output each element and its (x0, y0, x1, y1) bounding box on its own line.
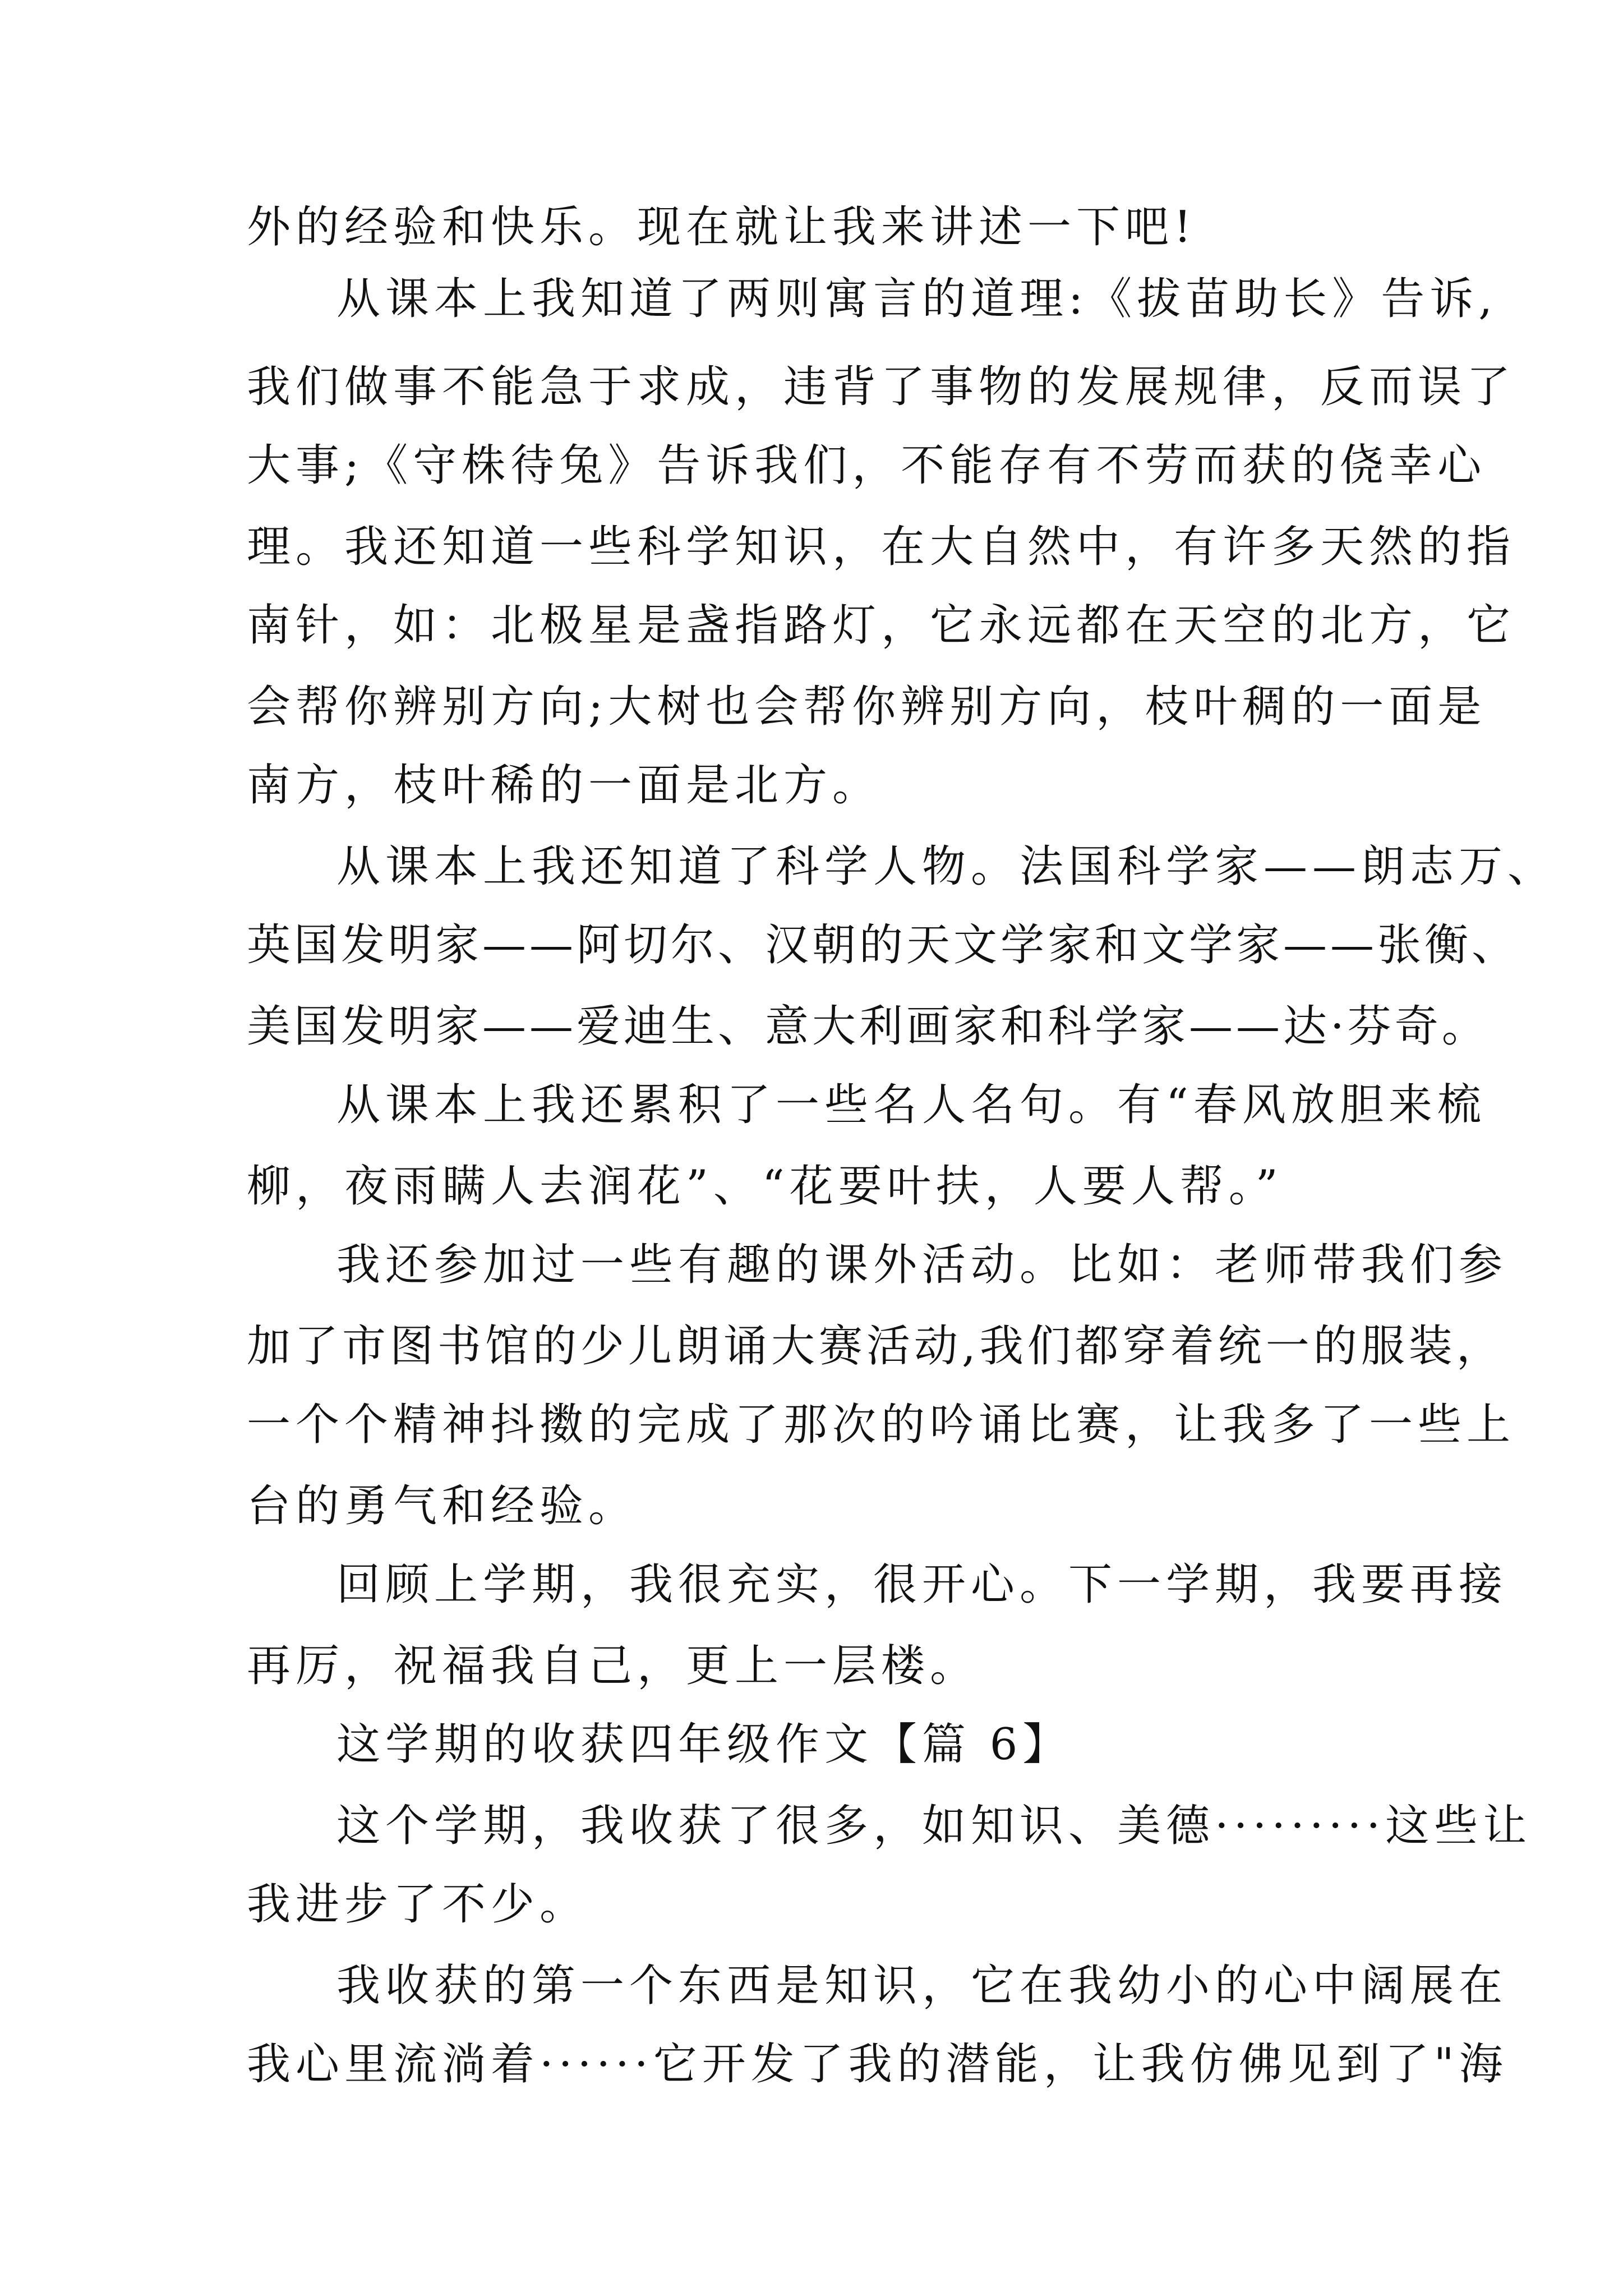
text-line: 这个学期，我收获了很多，如知识、美德·········这些让 (336, 1801, 1532, 1851)
text-line: 加了市图书馆的少儿朗诵大赛活动,我们都穿着统一的服装， (247, 1321, 1504, 1372)
text-line: 从课本上我知道了两则寓言的道理:《拔苗助长》告诉, (336, 274, 1498, 324)
text-line: 英国发明家——阿切尔、汉朝的天文学家和文学家——张衡、 (247, 920, 1519, 970)
text-line: 南方，枝叶稀的一面是北方。 (247, 760, 882, 811)
text-line: 我进步了不少。 (247, 1879, 589, 1930)
text-line: 从课本上我还知道了科学人物。法国科学家——朗志万、 (336, 841, 1557, 892)
text-line: 回顾上学期，我很充实，很开心。下一学期，我要再接 (336, 1559, 1508, 1610)
text-line: 理。我还知道一些科学知识，在大自然中，有许多天然的指 (247, 522, 1516, 572)
text-line: 从课本上我还累积了一些名人名句。有“春风放胆来梳 (336, 1080, 1486, 1130)
text-line: 我收获的第一个东西是知识，它在我幼小的心中阔展在 (336, 1961, 1508, 2011)
text-line: 外的经验和快乐。现在就让我来讲述一下吧! (247, 202, 1197, 252)
text-line: 我们做事不能急于求成，违背了事物的发展规律，反而误了 (247, 362, 1516, 412)
text-line: 南针，如：北极星是盏指路灯，它永远都在天空的北方，它 (247, 600, 1516, 651)
text-line: 大事;《守株待兔》告诉我们，不能存有不劳而获的侥幸心 (247, 440, 1487, 491)
text-line: 台的勇气和经验。 (247, 1481, 638, 1531)
text-line: 我还参加过一些有趣的课外活动。比如：老师带我们参 (336, 1240, 1508, 1290)
text-line: 一个个精神抖擞的完成了那次的吟诵比赛，让我多了一些上 (247, 1400, 1516, 1450)
section-heading: 这学期的收获四年级作文【篇 6】 (336, 1719, 1072, 1770)
text-line: 美国发明家——爱迪生、意大利画家和科学家——达·芬奇。 (247, 1001, 1489, 1052)
text-line: 柳，夜雨瞒人去润花”、“花要叶扶，人要人帮。” (247, 1161, 1283, 1212)
text-line: 会帮你辨别方向;大树也会帮你辨别方向，枝叶稠的一面是 (247, 682, 1487, 732)
text-line: 再厉，祝福我自己，更上一层楼。 (247, 1641, 979, 1691)
text-line: 我心里流淌着······它开发了我的潜能，让我仿佛见到了"海 (247, 2039, 1508, 2090)
